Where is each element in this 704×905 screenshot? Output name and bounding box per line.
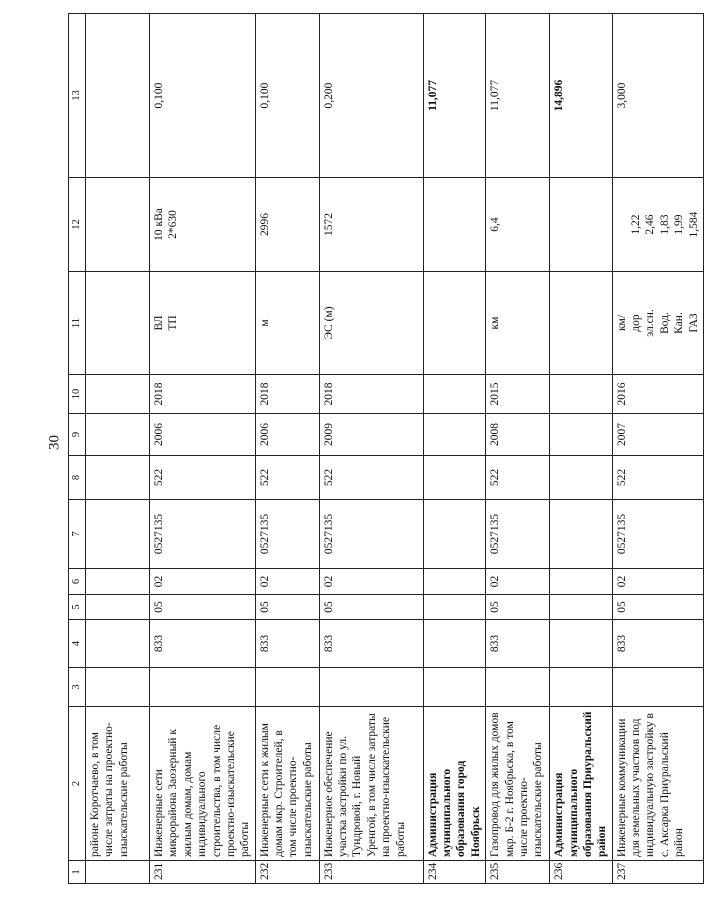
table-cell-col4: 833 [150, 620, 256, 668]
table-cell-col3 [150, 668, 256, 707]
header-cell: 8 [69, 456, 86, 500]
table-cell-col6 [423, 569, 486, 595]
table-cell-col13: 11,077 [423, 14, 486, 178]
table-cell-col8: 522 [150, 456, 256, 500]
table-cell-col4: 833 [612, 620, 703, 668]
table-cell-col13: 11,077 [486, 14, 550, 178]
table-cell-col8 [550, 456, 613, 500]
table-cell-col6: 02 [150, 569, 256, 595]
header-cell: 10 [69, 375, 86, 414]
table-row [550, 14, 613, 884]
table-cell-col12 [550, 178, 613, 272]
table-row [612, 14, 703, 884]
table-cell-col8 [423, 456, 486, 500]
table-cell-col2: Администрация муниципального образования Приуральский район [550, 707, 613, 861]
table-cell-col7: 0527135 [150, 500, 256, 569]
table-cell-col10: 2015 [486, 375, 550, 414]
header-cell: 2 [69, 707, 86, 861]
table-row [150, 14, 256, 884]
table-cell-col1: 235 [486, 861, 550, 884]
table-cell-col6: 02 [612, 569, 703, 595]
table-cell-col7 [86, 500, 150, 569]
table-cell-col11: км [486, 272, 550, 375]
table-cell-col1: 236 [550, 861, 613, 884]
table-cell-col4 [550, 620, 613, 668]
table-cell-col12: 1572 [319, 178, 423, 272]
table-row [255, 14, 319, 884]
table-cell-col4: 833 [486, 620, 550, 668]
table-cell-col13: 0,100 [150, 14, 256, 178]
table-cell-col13: 3,000 [612, 14, 703, 178]
table-cell-col13: 14,896 [550, 14, 613, 178]
table-cell-col9: 2009 [319, 414, 423, 456]
table-cell-col6: 02 [319, 569, 423, 595]
table-cell-col7: 0527135 [255, 500, 319, 569]
table-cell-col11 [550, 272, 613, 375]
table-cell-col7 [550, 500, 613, 569]
header-cell: 3 [69, 668, 86, 707]
table-cell-col13: 0,200 [319, 14, 423, 178]
table-cell-col11 [423, 272, 486, 375]
header-cell: 11 [69, 272, 86, 375]
table-cell-col4 [423, 620, 486, 668]
table-cell-col10 [550, 375, 613, 414]
table-cell-col12: 6,4 [486, 178, 550, 272]
table-cell-col11 [86, 272, 150, 375]
table-cell-col8 [86, 456, 150, 500]
table-cell-col2: Инженерные сети к жилым домам мкр. Строителей, в том числе проектно-изыскательские работы [255, 707, 319, 861]
table-cell-col3 [612, 668, 703, 707]
table-row [486, 14, 550, 884]
table-cell-col1: 237 [612, 861, 703, 884]
table-cell-col13: 0,100 [255, 14, 319, 178]
table-cell-col1: 231 [150, 861, 256, 884]
header-cell: 1 [69, 861, 86, 884]
table-cell-col2: Газопровод для жилых домов мкр. Б-2 г. Ноябрьска, в том числе проектно-изыскательские работы [486, 707, 550, 861]
table-cell-col2: Администрация муниципального образования город Ноябрьск [423, 707, 486, 861]
header-cell: 5 [69, 595, 86, 620]
table-cell-col4: 833 [255, 620, 319, 668]
table-cell-col7: 0527135 [612, 500, 703, 569]
table-cell-col3 [486, 668, 550, 707]
table-cell-col1: 233 [319, 861, 423, 884]
table-row [86, 14, 150, 884]
table-cell-col2: Инженерные коммуникации для земельных участков под индивидуальную застройку в с. Аксарка Приуральский район [612, 707, 703, 861]
table-cell-col9: 2006 [150, 414, 256, 456]
table-cell-col1: 232 [255, 861, 319, 884]
table-cell-col3 [423, 668, 486, 707]
table-cell-col2: районе Коротчаево, в том числе затраты на проектно-изыскательские работы [86, 707, 150, 861]
table-row [319, 14, 423, 884]
table-cell-col2: Инженерное обеспечение участка застройки по ул. Тундровой, г. Новый Уренгой, в том числе затраты на проектно-изыскательские работы [319, 707, 423, 861]
table-cell-col9: 2007 [612, 414, 703, 456]
table-cell-col5 [86, 595, 150, 620]
table-cell-col9: 2008 [486, 414, 550, 456]
header-cell: 7 [69, 500, 86, 569]
table-cell-col7: 0527135 [486, 500, 550, 569]
table-cell-col10 [86, 375, 150, 414]
table-row [423, 14, 486, 884]
table-cell-col3 [86, 668, 150, 707]
table-cell-col6 [86, 569, 150, 595]
table-cell-col13 [86, 14, 150, 178]
table-cell-col9 [550, 414, 613, 456]
table-cell-col1 [86, 861, 150, 884]
table-cell-col5: 05 [486, 595, 550, 620]
table-cell-col8: 522 [486, 456, 550, 500]
table-cell-col9 [86, 414, 150, 456]
table-cell-col7 [423, 500, 486, 569]
table-cell-col9: 2006 [255, 414, 319, 456]
table-cell-col5: 05 [612, 595, 703, 620]
table-cell-col5: 05 [150, 595, 256, 620]
table-cell-col1: 234 [423, 861, 486, 884]
table-cell-col3 [550, 668, 613, 707]
header-cell: 4 [69, 620, 86, 668]
table-cell-col2: Инженерные сети микрорайона Заозерный к жилым домам, домам индивидуального строительства, в том числе проектно-изыскательские работы [150, 707, 256, 861]
header-row [69, 14, 86, 884]
page-number: 30 [46, 435, 63, 450]
table-cell-col8: 522 [319, 456, 423, 500]
table-cell-col8: 522 [612, 456, 703, 500]
table-cell-col4 [86, 620, 150, 668]
table-cell-col11: км/ дор эл.сн. Вод. Кан. ГАЗ [612, 272, 703, 375]
table-cell-col6: 02 [255, 569, 319, 595]
table-cell-col5 [423, 595, 486, 620]
table-cell-col3 [255, 668, 319, 707]
table-cell-col5: 05 [319, 595, 423, 620]
table-cell-col12 [86, 178, 150, 272]
table-cell-col11: м [255, 272, 319, 375]
rotated-table-wrapper [68, 14, 700, 884]
header-cell: 12 [69, 178, 86, 272]
table-cell-col7: 0527135 [319, 500, 423, 569]
table-cell-col10: 2018 [150, 375, 256, 414]
table-cell-col5 [550, 595, 613, 620]
table-cell-col11: ЭС (м) [319, 272, 423, 375]
table-cell-col12: 10 кВа 2*630 [150, 178, 256, 272]
table-cell-col9 [423, 414, 486, 456]
table-cell-col12 [423, 178, 486, 272]
table-cell-col10: 2016 [612, 375, 703, 414]
table-cell-col8: 522 [255, 456, 319, 500]
table-cell-col10: 2018 [255, 375, 319, 414]
header-cell: 6 [69, 569, 86, 595]
table-cell-col6 [550, 569, 613, 595]
data-table [68, 13, 704, 884]
table-cell-col4: 833 [319, 620, 423, 668]
table-cell-col11: ВЛ ТП [150, 272, 256, 375]
table-cell-col10: 2018 [319, 375, 423, 414]
table-cell-col3 [319, 668, 423, 707]
table-cell-col10 [423, 375, 486, 414]
table-cell-col12: 2996 [255, 178, 319, 272]
table-cell-col5: 05 [255, 595, 319, 620]
table-cell-col6: 02 [486, 569, 550, 595]
header-cell: 9 [69, 414, 86, 456]
table-cell-col12: 1,22 2,46 1,83 1,99 1,584 [612, 178, 703, 272]
header-cell: 13 [69, 14, 86, 178]
